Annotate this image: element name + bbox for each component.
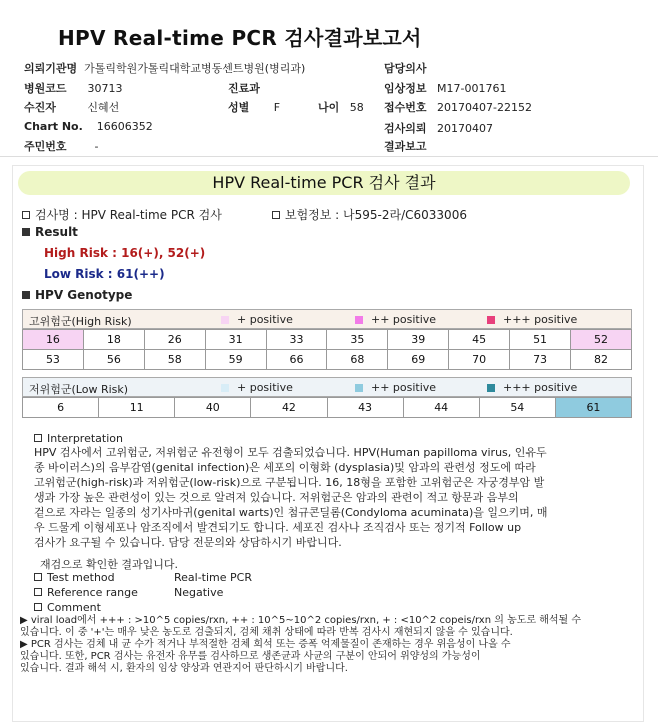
genotype-cell: 68 — [327, 350, 388, 370]
genotype-cell: 42 — [251, 398, 327, 418]
genotype-cell: 35 — [327, 330, 388, 350]
genotype-cell: 82 — [571, 350, 632, 370]
high-risk-result: High Risk : 16(+), 52(+) — [44, 246, 206, 260]
genotype-cell: 40 — [175, 398, 251, 418]
swatch-icon — [355, 384, 363, 392]
genotype-cell: 51 — [510, 330, 571, 350]
genotype-cell: 56 — [83, 350, 144, 370]
swatch-icon — [487, 384, 495, 392]
report-banner — [18, 171, 630, 195]
reference-range-value: Negative — [174, 586, 224, 599]
low-risk-genotype-table — [22, 397, 632, 418]
genotype-cell: 45 — [449, 330, 510, 350]
reference-range: Reference range — [34, 586, 138, 599]
square-bullet-icon — [34, 434, 42, 442]
comment-text: ▶ viral load에서 +++ : >10^5 copies/rxn, ++ : 10^5~10^2 copies/rxn, + : <10^2 copeis/rxn 의 농도로 해석될 수 있습니다. 이 중 '+'는 매우 낮은 농도로 검출되지, 검체 채취 상태에 따라 반복 검사시 재현되지 않을 수 있습니다. ▶ PCR 검사는 검체 내 균 수가 적거나 부적절한 검체 희석 또는 증폭 억제물질이 존재하는 경우 위음성이 나올 수 있습니다. 또한, PCR 검사는 유전자 유무를 검사하므로 생존균과 사균의 구분이 안되어 위양성의 가능성이 있습니다. 결과 해석 시, 환자의 임상 양상과 연관지어 판단하시기 바랍니다. — [20, 615, 582, 674]
legend-plus1: + positive — [221, 381, 293, 394]
genotype-cell: 33 — [266, 330, 327, 350]
high-risk-genotype-table — [22, 329, 632, 370]
swatch-icon — [221, 384, 229, 392]
report-banner-text: HPV Real-time PCR 검사 결과 — [212, 173, 436, 192]
low-risk-result: Low Risk : 61(++) — [44, 267, 165, 281]
genotype-cell: 26 — [144, 330, 205, 350]
comment-heading: Comment — [34, 601, 101, 614]
high-risk-legend — [22, 309, 632, 329]
legend-plus2: ++ positive — [355, 313, 436, 326]
swatch-icon — [355, 316, 363, 324]
page-title: HPV Real-time PCR 검사결과보고서 — [58, 26, 422, 50]
genotype-cell: 53 — [23, 350, 84, 370]
genotype-cell: 70 — [449, 350, 510, 370]
genotype-cell: 58 — [144, 350, 205, 370]
genotype-cell: 18 — [83, 330, 144, 350]
result-heading: Result — [22, 225, 78, 239]
table-row — [23, 330, 632, 350]
department-label: 진료과 — [228, 82, 260, 95]
table-row — [23, 398, 632, 418]
sex: 성별 F — [228, 101, 281, 114]
legend-plus1: + positive — [221, 313, 293, 326]
genotype-cell: 66 — [266, 350, 327, 370]
test-method: Test method — [34, 571, 115, 584]
genotype-cell: 59 — [205, 350, 266, 370]
receipt-number: 접수번호 20170407-22152 — [384, 101, 532, 114]
square-bullet-icon — [34, 603, 42, 611]
genotype-cell: 43 — [327, 398, 403, 418]
patient-name: 수진자 신혜선 — [24, 101, 120, 114]
table-row — [23, 350, 632, 370]
result-report-label: 결과보고 — [384, 140, 427, 153]
square-bullet-icon — [22, 291, 30, 299]
hospital-code: 병원코드 30713 — [24, 82, 123, 95]
request-date: 검사의뢰 20170407 — [384, 122, 494, 135]
chart-number: Chart No. 16606352 — [24, 120, 153, 133]
genotype-cell: 39 — [388, 330, 449, 350]
legend-plus3: +++ positive — [487, 313, 577, 326]
legend-plus3: +++ positive — [487, 381, 577, 394]
genotype-cell: 11 — [99, 398, 175, 418]
square-bullet-icon — [272, 211, 280, 219]
genotype-cell: 16 — [23, 330, 84, 350]
genotype-cell: 69 — [388, 350, 449, 370]
interpretation-heading: Interpretation — [34, 432, 123, 445]
low-risk-group-label: 저위험군(Low Risk) — [29, 383, 129, 396]
interpretation-text: HPV 검사에서 고위험군, 저위험군 유전형이 모두 검출되었습니다. HPV(Human papilloma virus, 인유두 종 바이러스)의 음부감염(genital infection)은 세포의 이형화 (dysplasia)및 암과의 관련성 정도에 따라 고위험군(high-risk)과 저위험군(low-risk)으로 구분됩니다. 16, 18형을 포함한 고위험군은 자궁경부암 발 생과 가장 높은 관련성이 있는 것으로 알려져 있습니다. 저위험군은 암과의 관련이 적고 항문과 음부의 겉으로 자라는 일종의 성기사마귀(genital warts)인 첨규콘딜롬(Condyloma acuminata)을 일으키며, 매 우 드물게 이형세포나 암조직에서 발견되기도 합니다. 세포진 검사나 조직검사 또는 정기적 Follow up 검사가 요구될 수 있습니다. 담당 전문의와 상담하시기 바랍니다. — [34, 446, 548, 549]
legend-plus2: ++ positive — [355, 381, 436, 394]
test-name: 검사명 : HPV Real-time PCR 검사 — [22, 206, 222, 223]
test-method-value: Real-time PCR — [174, 571, 252, 584]
swatch-icon — [221, 316, 229, 324]
square-bullet-icon — [22, 211, 30, 219]
genotype-cell: 52 — [571, 330, 632, 350]
header-divider — [0, 156, 658, 157]
resident-number: 주민번호 - — [24, 140, 99, 153]
genotype-heading: HPV Genotype — [22, 288, 132, 302]
genotype-cell: 44 — [403, 398, 479, 418]
genotype-cell: 31 — [205, 330, 266, 350]
high-risk-group-label: 고위험군(High Risk) — [29, 315, 132, 328]
square-bullet-icon — [22, 228, 30, 236]
genotype-cell: 61 — [555, 398, 631, 418]
recheck-note: 재검으로 확인한 결과입니다. — [40, 558, 179, 571]
swatch-icon — [487, 316, 495, 324]
requesting-org: 의뢰기관명 가톨릭학원가톨릭대학교병동센트병원(병리과) — [24, 62, 306, 75]
square-bullet-icon — [34, 588, 42, 596]
insurance-info: 보험정보 : 나595-2라/C6033006 — [272, 206, 467, 223]
clinical-info: 임상정보 M17-001761 — [384, 82, 507, 95]
genotype-cell: 73 — [510, 350, 571, 370]
doctor-label: 담당의사 — [384, 62, 427, 75]
low-risk-legend — [22, 377, 632, 397]
square-bullet-icon — [34, 573, 42, 581]
genotype-cell: 6 — [23, 398, 99, 418]
genotype-cell: 54 — [479, 398, 555, 418]
age: 나이 58 — [318, 101, 364, 114]
